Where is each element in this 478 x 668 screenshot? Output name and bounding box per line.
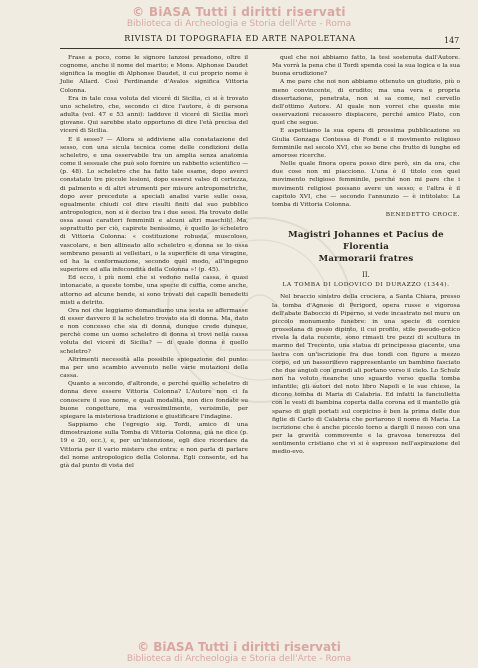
- paragraph: Quanto a secondo, d'altronde, e perché quello scheletro di donna deve essere Vittoria Colonna? L'Autore non ci fa conoscere il suo nome, e quali modalità, non dico fondate su buone congetture, ma verosimilmente, verisimile, per spiegare la misteriosa tradizione e giustificare l'indagine.: [60, 381, 248, 420]
- watermark-top: [0, 0, 478, 34]
- watermark-bottom-subtext: Biblioteca di Archeologia e Storia dell'Arte - Roma: [126, 654, 352, 664]
- paragraph: E aspettiamo la sua opera di prossima pubblicazione su Giulia Gonzaga Contessa di Fondi e il movimento religioso femminile nel secolo XVI, che so bene che frutto di lunghe ed amorose ricerche.: [272, 128, 460, 159]
- author-signature: BENEDETTO CROCE.: [385, 211, 460, 218]
- running-head-title: RIVISTA DI TOPOGRAFIA ED ARTE NAPOLETANA: [124, 34, 356, 43]
- running-head: [60, 34, 420, 43]
- watermark-top-text: © BiASA Tutti i diritti riservati: [132, 5, 346, 19]
- watermark-bottom: [0, 640, 478, 664]
- right-column: [272, 54, 460, 457]
- watermark-top-subtext: Biblioteca di Archeologia e Storia dell'Arte - Roma: [126, 19, 352, 29]
- header-rule: [60, 48, 460, 49]
- paragraph: Altrimenti necessità alla possibile spiegazione del punto: ma per uno scambio avvenuto nelle varie mutazioni della cassa.: [60, 356, 248, 380]
- paragraph: Ora noi che leggiamo domandiamo una sesta se affermasse di esser davvero il la scheletro trovato sia di donna. Ma, dato e non concesso che sia di donna, dunque crede dunque, perchè come un uomo scheletro di donna si trovi nella cassa voluta del viceré di Sicilia? — di quale donna è quello scheletro?: [60, 307, 248, 355]
- section-heading: [272, 229, 460, 265]
- paragraph: Nelle quale finora opera posso dire però, sin da ora, che due cose non mi piacciono. L'una è il titolo con quel movimento religioso femminile, perché non mi pare che i movimenti religiosi possano avere un sesso; e l'altra è il capitolo XVI, che — secondo l'annunzio — è intitolato: La tomba di Vittoria Colonna.: [272, 161, 460, 208]
- paragraph: Nel braccio sinistro della crociera, a Santa Chiara, presso la tomba d'Agnese di Perigord, opera russe e vigorosa dell'abate Baboccio di Piperno, si vede incastrato nel muro un piccolo monumento funebre: in una specie di cornice grossolana di gesso dipinto, il cui profilo, stile pseudo-gotico rivela la data recente, sono rimasti tre pezzi di scultura in marmo del Trecento, una statua di principessa giacente, una lastra con un'iscrizione fra due tondi con figure a mezzo corpo, ed un bassorilievo rappresentante un bambino fasciato che due angioli con grandi ali portano verso il cielo. Lo Schulz non ha voluto neanche uno sguardo verso quella tomba infantile; gli autori del noto libro Napoli e le sue chiese, la dicono tomba di Maria di Calabria. Ed infatti la fanciulletta con le vesti di bambina coperta dalla corona ed il mantello già sparso di gigli portati sul corpicino è ben la prima delle due figlie di Carlo di Calabria che portarono il nome di Maria. La iscrizione che è anche piccolo torno a dargli il nesso con una per la gravità commovente e la gravosa tenerezza del sentimento cristiano che vi si è espresso nell'aspirazione del medio-evo.: [272, 294, 460, 456]
- section-heading-line-2: Marmorarii fratres: [318, 254, 414, 265]
- paragraph: Ed ecco, i più nomi che si vedono nella cassa, è quasi intonacate, a queste tombe, una specie di cuffia, come anche, attorno ad alcune bende, si sono trovati dei capelli benedetti misti a detrito.: [60, 275, 248, 306]
- paragraph: Frase a poco, come le signore lanzosi preadono, oltre il cognome, anche il nome del marito; e Mons. Alphonse Daudet significa la moglie di Alphonse Daudet, il cui proprio nome è Julie Allard. Così Ferdinande d'Avalos significa Vittoria Colonna.: [60, 55, 248, 94]
- paragraph: Sappiamo che l'egregio sig. Tordi, amico di una dimostrazione sulla Tomba di Vittoria Colonna, già ne dice (p. 19 e 20, ecc.), e, per un'intenzione, egli dice ricordare da Vittoria per il vario mistero che entra; e non parla di parlare del nome antropologico della Colonna. Egli consente, ed ha già dal punto di vista del: [60, 422, 248, 469]
- paragraph: Era in tale cosa voluta del viceré di Sicilia, ci si è trovato uno scheletro, che, secondo ci dice l'autore, è di persona adulta (vol. 47 e 53 anni): laddove il viceré di Sicilia morì giovane. Qui sarebbe stato opportuno di dire l'età precisa del viceré di Sicilia.: [60, 95, 248, 135]
- article-title: LA TOMBA DI LODOVICO DI DURAZZO (1344).: [282, 282, 450, 289]
- watermark-bottom-text: © BiASA Tutti i diritti riservati: [137, 640, 341, 654]
- left-column: [60, 54, 248, 470]
- paragraph: A me pare che noi non abbiamo ottenuto un giudizio, più o meno convincente, di erudito; ma una vera e propria dissertazione, penetrata, non si sa come, nel cervello dell'ottimo Autore. Al quale non vorrei che queste mie osservazioni recassero dispiacere, perché amico Plato, con quel che segue.: [272, 79, 460, 127]
- section-number: II.: [362, 271, 370, 280]
- paragraph: quel che noi abbiamo fatto, la tesi sostenuta dall'Autore. Ma vorrà la pena che il Tordi spenda così la sua logica e la sua buona erudizione?: [272, 55, 460, 78]
- page-number: 147: [444, 36, 460, 45]
- section-heading-line-1: Magistri Johannes et Pacius de Florentia: [288, 230, 444, 253]
- paragraph: E il sesso? — Allora si addiviene alla constatazione del sesso, con una sicula tecnica come delle condizioni della scheletro, e una osservabile tra un amplia senza anatomia come il sessuale che può solo fornire un rabbetto scientifico — (p. 48). Lo scheletro che ha fatto tale esame, dopo averci constatato tre piccole lesioni, dopo essersi valso di certezza, di palmento e di altri strumenti per misure antropometriche, dopo aver precedute a speciali analisi varie sulle ossa, egualmente chiudi col dire risulti finiti dal suo pubblico antropologico, non si è deciso tra i due sessi. Ha trovato delle ossa assai caratteri femminili e alcuni altri maschili! Ma, soprattutto per ciò, capirete benissimo, è quello lo scheletro di Vittoria Colonna: « costituzione robusta, muscoloso, vascolare, e ben allineato allo scheletro e donna se lo ossa sembrano pesanti ai velleitari, o la superficie di una viragine, ed ha la conformazione, secondo quel modo, all'ingegno superiore ed alla infecondità della Colonna »! (p. 45).: [60, 136, 248, 274]
